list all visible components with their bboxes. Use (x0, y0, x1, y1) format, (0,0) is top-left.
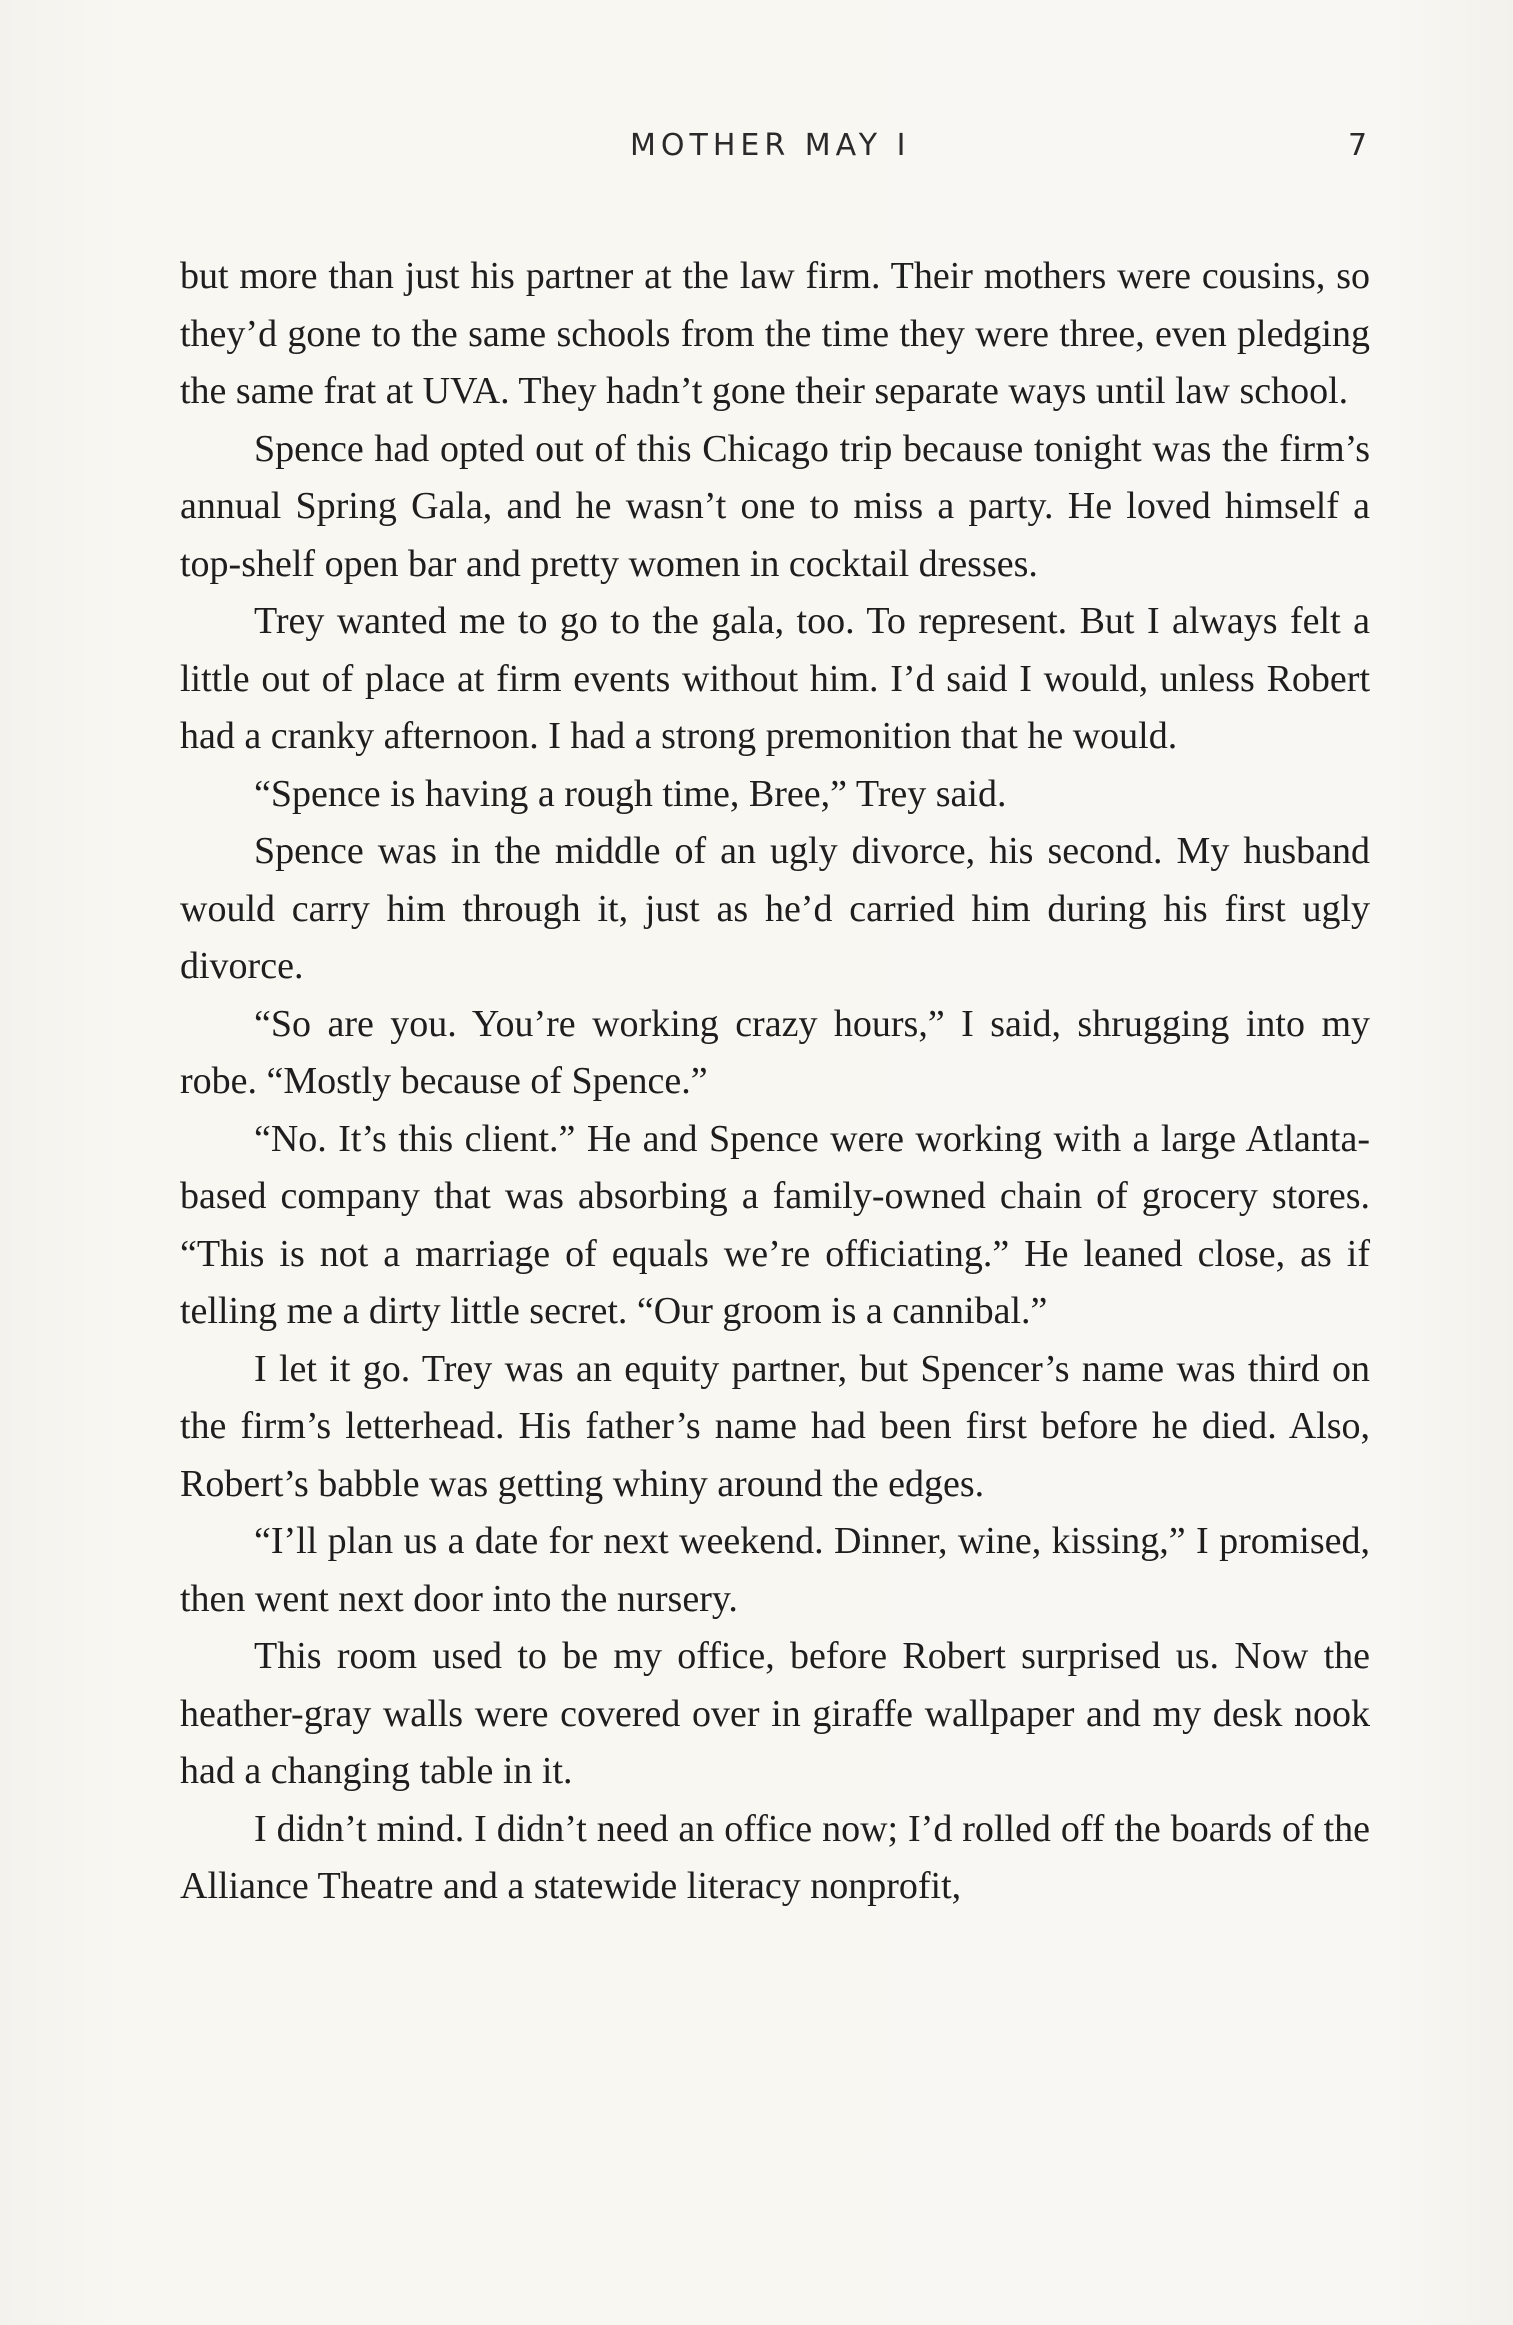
paragraph: “I’ll plan us a date for next weekend. Dinner, wine, kissing,” I promised, then went next door into the nursery. (180, 1520, 1370, 1620)
body-text (180, 248, 1370, 1916)
paragraph: “Spence is having a rough time, Bree,” Trey said. (254, 772, 1007, 815)
running-title: MOTHER MAY I (630, 128, 911, 163)
paragraph: “So are you. You’re working crazy hours,” I said, shrugging into my robe. “Mostly because of Spence.” (180, 1002, 1370, 1102)
paragraph: I didn’t mind. I didn’t need an office now; I’d rolled off the boards of the Alliance Theatre and a statewide literacy nonprofit, (180, 1807, 1370, 1907)
paragraph: Trey wanted me to go to the gala, too. To represent. But I always felt a little out of place at firm events without him. I’d said I would, unless Robert had a cranky afternoon. I had a strong premonition that he would. (180, 600, 1370, 757)
page-number: 7 (1348, 128, 1368, 163)
paragraph: Spence had opted out of this Chicago trip because tonight was the firm’s annual Spring Gala, and he wasn’t one to miss a party. He loved himself a top-shelf open bar and pretty women in cocktail dresses. (180, 427, 1370, 585)
paragraph: This room used to be my office, before Robert surprised us. Now the heather-gray walls were covered over in giraffe wallpaper and my desk nook had a changing table in it. (180, 1635, 1370, 1792)
paragraph: but more than just his partner at the law firm. Their mothers were cousins, so they’d gone to the same schools from the time they were three, even pledging the same frat at UVA. They hadn’t gone their separate ways until law school. (180, 255, 1370, 412)
paragraph: Spence was in the middle of an ugly divorce, his second. My husband would carry him through it, just as he’d carried him during his first ugly divorce. (180, 830, 1370, 987)
paragraph: I let it go. Trey was an equity partner, but Spencer’s name was third on the firm’s letterhead. His father’s name had been first before he died. Also, Robert’s babble was getting whiny around the edges. (180, 1347, 1370, 1505)
paragraph: “No. It’s this client.” He and Spence were working with a large Atlanta-based company that was absorbing a family-owned chain of grocery stores. “This is not a marriage of equals we’re officiating.” He leaned close, as if telling me a dirty little secret. “Our groom is a cannibal.” (180, 1117, 1370, 1332)
